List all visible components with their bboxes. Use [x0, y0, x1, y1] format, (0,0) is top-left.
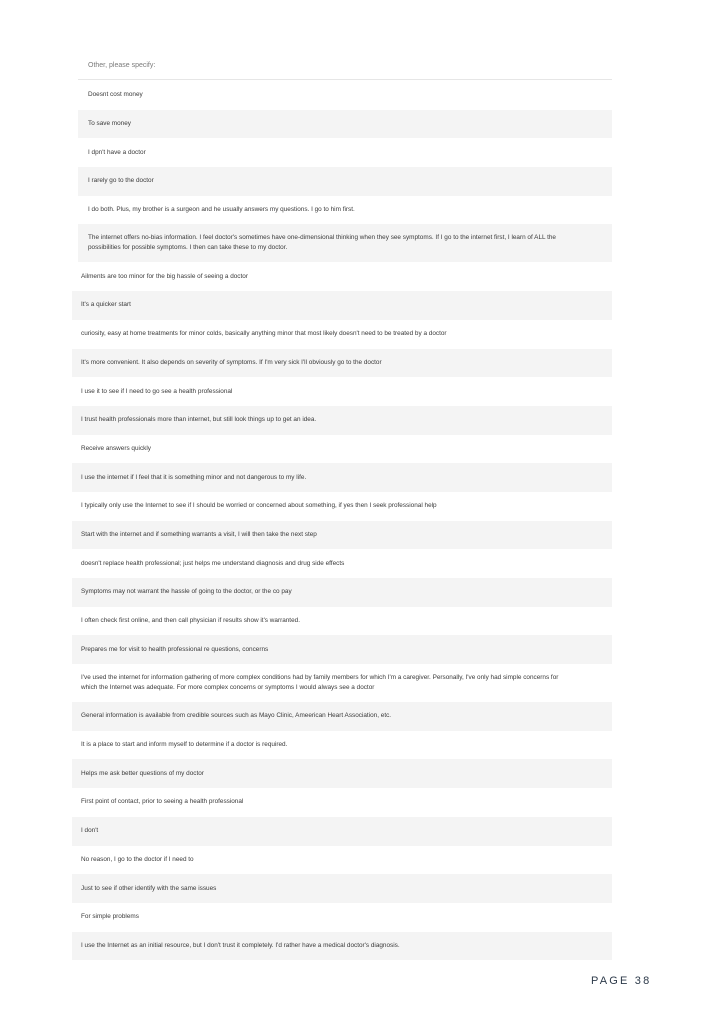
- list-item-text: curiosity, easy at home treatments for minor colds, basically anything minor that most likely doesn't need to be treated by a doctor: [81, 330, 447, 338]
- list-item: [72, 463, 612, 492]
- list-item: [72, 759, 612, 788]
- list-item: [72, 664, 612, 702]
- list-item: [72, 549, 612, 578]
- list-item: [72, 635, 612, 664]
- list-item: [72, 521, 612, 550]
- list-item-text: Just to see if other identify with the same issues: [81, 884, 217, 892]
- list-item: [72, 377, 612, 406]
- list-item: [78, 224, 612, 262]
- list-item-text: I don't: [81, 827, 99, 835]
- list-item-text: Ailments are too minor for the big hassle of seeing a doctor: [81, 272, 248, 280]
- list-item-text: Helps me ask better questions of my doctor: [81, 769, 204, 777]
- list-item-text: I dpn't have a doctor: [88, 148, 146, 156]
- list-item: [78, 196, 612, 225]
- list-item-text: I've used the internet for information gathering of more complex conditions had by family members for which I'm a caregiver. Personally, I've only had simple concerns for which the Internet was adequate. For more complex concerns or symptoms I would always see a doctor: [81, 674, 559, 692]
- list-item-text: Prepares me for visit to health professional re questions, concerns: [81, 645, 269, 653]
- list-item-text: The internet offers no-bias information. I feel doctor's sometimes have one-dimensional thinking when they see symptoms. If I go to the internet first, I learn of ALL the possibilities for possible symptoms. I then can take these to my doctor.: [88, 234, 556, 252]
- list-item-text: Receive answers quickly: [81, 444, 151, 452]
- list-item-text: It is a place to start and inform myself to determine if a doctor is required.: [81, 741, 288, 749]
- list-item: [78, 81, 612, 110]
- list-item-text: I use the internet if I feel that it is something minor and not dangerous to my life.: [81, 473, 307, 481]
- list-item-text: I often check first online, and then call physician if results show it's warranted.: [81, 617, 300, 625]
- list-item-text: I typically only use the Internet to see if I should be worried or concerned about something, if yes then I seek professional help: [81, 502, 437, 510]
- response-table-header: [78, 52, 612, 80]
- list-item: [78, 138, 612, 167]
- list-item: [72, 349, 612, 378]
- list-item-text: I rarely go to the doctor: [88, 177, 154, 185]
- list-item: [72, 262, 612, 291]
- list-item: [72, 578, 612, 607]
- list-item: [72, 846, 612, 875]
- list-item: [78, 167, 612, 196]
- list-item: [72, 932, 612, 961]
- list-item: [72, 607, 612, 636]
- list-item-text: doesn't replace health professional; just helps me understand diagnosis and drug side effects: [81, 559, 345, 567]
- list-item-text: Start with the internet and if something warrants a visit, I will then take the next step: [81, 530, 317, 538]
- list-item: [72, 492, 612, 521]
- list-item: [78, 110, 612, 139]
- list-item-text: No reason, I go to the doctor if I need to: [81, 855, 194, 863]
- list-item: [72, 291, 612, 320]
- list-item-text: I do both. Plus, my brother is a surgeon and he usually answers my questions. I go to him first.: [88, 206, 355, 214]
- list-item: [72, 320, 612, 349]
- list-item-text: It's more convenient. It also depends on severity of symptoms. If I'm very sick I'll obviously go to the doctor: [81, 358, 382, 366]
- header-label: Other, please specify:: [88, 62, 156, 69]
- list-item-text: It's a quicker start: [81, 301, 131, 309]
- list-item-text: To save money: [88, 120, 131, 128]
- list-item-text: Symptoms may not warrant the hassle of going to the doctor, or the co pay: [81, 588, 292, 596]
- list-item-text: First point of contact, prior to seeing a health professional: [81, 798, 244, 806]
- list-item-text: I use it to see if I need to go see a health professional: [81, 387, 233, 395]
- list-item-text: For simple problems: [81, 913, 139, 921]
- list-item: [72, 874, 612, 903]
- list-item: [72, 903, 612, 932]
- list-item-text: General information is available from credible sources such as Mayo Clinic, Ameerican Heart Association, etc.: [81, 712, 392, 720]
- list-item: [72, 817, 612, 846]
- list-item: [72, 731, 612, 760]
- list-item-text: I trust health professionals more than internet, but still look things up to get an idea.: [81, 416, 317, 424]
- response-list: [0, 81, 724, 960]
- list-item-text: Doesnt cost money: [88, 91, 143, 99]
- list-item: [72, 435, 612, 464]
- list-item-text: I use the Internet as an initial resource, but I don't trust it completely. I'd rather have a medical doctor's diagnosis.: [81, 941, 400, 949]
- list-item: [72, 406, 612, 435]
- page-number: PAGE 38: [591, 975, 652, 987]
- list-item: [72, 702, 612, 731]
- list-item: [72, 788, 612, 817]
